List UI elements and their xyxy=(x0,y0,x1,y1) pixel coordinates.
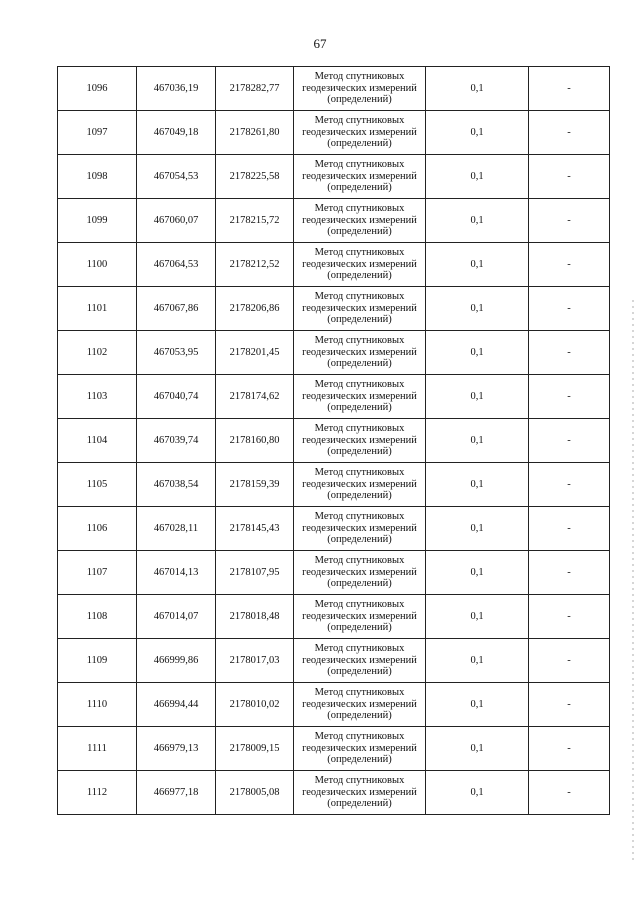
description-cell: - xyxy=(529,683,610,727)
accuracy-cell: 0,1 xyxy=(426,683,529,727)
description-cell: - xyxy=(529,375,610,419)
method-line: геодезических измерений xyxy=(302,434,417,446)
method-line: Метод спутниковых xyxy=(314,731,405,743)
method-line: Метод спутниковых xyxy=(314,511,405,523)
table-row xyxy=(58,375,610,419)
method-line: геодезических измерений xyxy=(302,214,417,226)
coordinates-table-body xyxy=(58,67,610,815)
y-coordinate-cell: 2178225,58 xyxy=(216,155,294,199)
table-row xyxy=(58,639,610,683)
accuracy-cell: 0,1 xyxy=(426,639,529,683)
method-cell xyxy=(294,727,426,771)
y-coordinate-cell: 2178159,39 xyxy=(216,463,294,507)
accuracy-cell: 0,1 xyxy=(426,463,529,507)
method-line: Метод спутниковых xyxy=(314,687,405,699)
description-cell: - xyxy=(529,287,610,331)
method-cell xyxy=(294,419,426,463)
accuracy-cell: 0,1 xyxy=(426,419,529,463)
table-row xyxy=(58,727,610,771)
x-coordinate-cell: 467049,18 xyxy=(137,111,216,155)
method-line: геодезических измерений xyxy=(302,346,417,358)
method-line: (определений) xyxy=(327,182,392,194)
description-cell: - xyxy=(529,419,610,463)
method-line: геодезических измерений xyxy=(302,478,417,490)
table-row xyxy=(58,243,610,287)
method-line: (определений) xyxy=(327,710,392,722)
point-number-cell: 1102 xyxy=(58,331,137,375)
y-coordinate-cell: 2178206,86 xyxy=(216,287,294,331)
point-number-cell: 1101 xyxy=(58,287,137,331)
method-cell xyxy=(294,243,426,287)
accuracy-cell: 0,1 xyxy=(426,507,529,551)
y-coordinate-cell: 2178174,62 xyxy=(216,375,294,419)
y-coordinate-cell: 2178215,72 xyxy=(216,199,294,243)
y-coordinate-cell: 2178201,45 xyxy=(216,331,294,375)
description-cell: - xyxy=(529,551,610,595)
table-row xyxy=(58,155,610,199)
method-line: (определений) xyxy=(327,798,392,810)
method-line: геодезических измерений xyxy=(302,258,417,270)
method-cell xyxy=(294,155,426,199)
method-line: геодезических измерений xyxy=(302,566,417,578)
description-cell: - xyxy=(529,771,610,815)
method-line: геодезических измерений xyxy=(302,610,417,622)
point-number-cell: 1099 xyxy=(58,199,137,243)
description-cell: - xyxy=(529,331,610,375)
description-cell: - xyxy=(529,727,610,771)
method-line: Метод спутниковых xyxy=(314,335,405,347)
point-number-cell: 1108 xyxy=(58,595,137,639)
method-line: Метод спутниковых xyxy=(314,643,405,655)
x-coordinate-cell: 467039,74 xyxy=(137,419,216,463)
accuracy-cell: 0,1 xyxy=(426,199,529,243)
point-number-cell: 1106 xyxy=(58,507,137,551)
x-coordinate-cell: 466979,13 xyxy=(137,727,216,771)
method-line: геодезических измерений xyxy=(302,698,417,710)
description-cell: - xyxy=(529,507,610,551)
x-coordinate-cell: 467064,53 xyxy=(137,243,216,287)
description-cell: - xyxy=(529,463,610,507)
x-coordinate-cell: 466999,86 xyxy=(137,639,216,683)
coordinates-table xyxy=(57,66,610,815)
accuracy-cell: 0,1 xyxy=(426,287,529,331)
x-coordinate-cell: 467053,95 xyxy=(137,331,216,375)
table-row xyxy=(58,463,610,507)
method-line: геодезических измерений xyxy=(302,390,417,402)
method-line: геодезических измерений xyxy=(302,170,417,182)
point-number-cell: 1096 xyxy=(58,67,137,111)
method-line: Метод спутниковых xyxy=(314,71,405,83)
description-cell: - xyxy=(529,155,610,199)
description-cell: - xyxy=(529,595,610,639)
method-line: Метод спутниковых xyxy=(314,555,405,567)
point-number-cell: 1103 xyxy=(58,375,137,419)
method-line: (определений) xyxy=(327,666,392,678)
description-cell: - xyxy=(529,639,610,683)
method-line: (определений) xyxy=(327,402,392,414)
x-coordinate-cell: 467038,54 xyxy=(137,463,216,507)
table-row xyxy=(58,111,610,155)
description-cell: - xyxy=(529,243,610,287)
x-coordinate-cell: 467067,86 xyxy=(137,287,216,331)
point-number-cell: 1109 xyxy=(58,639,137,683)
point-number-cell: 1097 xyxy=(58,111,137,155)
y-coordinate-cell: 2178212,52 xyxy=(216,243,294,287)
point-number-cell: 1098 xyxy=(58,155,137,199)
y-coordinate-cell: 2178160,80 xyxy=(216,419,294,463)
table-row xyxy=(58,419,610,463)
method-line: Метод спутниковых xyxy=(314,247,405,259)
point-number-cell: 1107 xyxy=(58,551,137,595)
y-coordinate-cell: 2178010,02 xyxy=(216,683,294,727)
method-line: (определений) xyxy=(327,754,392,766)
accuracy-cell: 0,1 xyxy=(426,111,529,155)
table-row xyxy=(58,199,610,243)
method-cell xyxy=(294,67,426,111)
table-row xyxy=(58,595,610,639)
method-cell xyxy=(294,463,426,507)
x-coordinate-cell: 466994,44 xyxy=(137,683,216,727)
point-number-cell: 1105 xyxy=(58,463,137,507)
accuracy-cell: 0,1 xyxy=(426,551,529,595)
method-line: Метод спутниковых xyxy=(314,159,405,171)
method-cell xyxy=(294,199,426,243)
y-coordinate-cell: 2178261,80 xyxy=(216,111,294,155)
accuracy-cell: 0,1 xyxy=(426,155,529,199)
method-cell xyxy=(294,551,426,595)
y-coordinate-cell: 2178018,48 xyxy=(216,595,294,639)
accuracy-cell: 0,1 xyxy=(426,243,529,287)
accuracy-cell: 0,1 xyxy=(426,727,529,771)
method-line: (определений) xyxy=(327,490,392,502)
x-coordinate-cell: 467028,11 xyxy=(137,507,216,551)
accuracy-cell: 0,1 xyxy=(426,771,529,815)
y-coordinate-cell: 2178145,43 xyxy=(216,507,294,551)
point-number-cell: 1110 xyxy=(58,683,137,727)
method-line: (определений) xyxy=(327,622,392,634)
point-number-cell: 1104 xyxy=(58,419,137,463)
method-cell xyxy=(294,331,426,375)
point-number-cell: 1100 xyxy=(58,243,137,287)
method-line: геодезических измерений xyxy=(302,302,417,314)
accuracy-cell: 0,1 xyxy=(426,331,529,375)
table-row xyxy=(58,67,610,111)
method-line: геодезических измерений xyxy=(302,126,417,138)
x-coordinate-cell: 467036,19 xyxy=(137,67,216,111)
table-row xyxy=(58,551,610,595)
y-coordinate-cell: 2178005,08 xyxy=(216,771,294,815)
accuracy-cell: 0,1 xyxy=(426,67,529,111)
method-line: Метод спутниковых xyxy=(314,291,405,303)
method-cell xyxy=(294,639,426,683)
table-row xyxy=(58,683,610,727)
method-cell xyxy=(294,375,426,419)
description-cell: - xyxy=(529,111,610,155)
method-cell xyxy=(294,507,426,551)
method-line: Метод спутниковых xyxy=(314,599,405,611)
table-row xyxy=(58,507,610,551)
accuracy-cell: 0,1 xyxy=(426,375,529,419)
method-line: геодезических измерений xyxy=(302,82,417,94)
method-line: Метод спутниковых xyxy=(314,379,405,391)
x-coordinate-cell: 466977,18 xyxy=(137,771,216,815)
method-cell xyxy=(294,287,426,331)
method-line: геодезических измерений xyxy=(302,742,417,754)
table-row xyxy=(58,771,610,815)
description-cell: - xyxy=(529,199,610,243)
method-line: (определений) xyxy=(327,578,392,590)
y-coordinate-cell: 2178009,15 xyxy=(216,727,294,771)
method-line: Метод спутниковых xyxy=(314,115,405,127)
method-line: (определений) xyxy=(327,446,392,458)
method-line: (определений) xyxy=(327,358,392,370)
method-line: (определений) xyxy=(327,94,392,106)
method-cell xyxy=(294,111,426,155)
x-coordinate-cell: 467054,53 xyxy=(137,155,216,199)
x-coordinate-cell: 467014,13 xyxy=(137,551,216,595)
x-coordinate-cell: 467060,07 xyxy=(137,199,216,243)
method-line: (определений) xyxy=(327,138,392,150)
point-number-cell: 1112 xyxy=(58,771,137,815)
y-coordinate-cell: 2178282,77 xyxy=(216,67,294,111)
point-number-cell: 1111 xyxy=(58,727,137,771)
method-line: геодезических измерений xyxy=(302,522,417,534)
x-coordinate-cell: 467040,74 xyxy=(137,375,216,419)
method-line: геодезических измерений xyxy=(302,654,417,666)
method-line: (определений) xyxy=(327,226,392,238)
method-cell xyxy=(294,771,426,815)
method-line: Метод спутниковых xyxy=(314,775,405,787)
table-row xyxy=(58,331,610,375)
method-line: (определений) xyxy=(327,314,392,326)
method-line: (определений) xyxy=(327,534,392,546)
method-line: (определений) xyxy=(327,270,392,282)
method-line: геодезических измерений xyxy=(302,786,417,798)
y-coordinate-cell: 2178107,95 xyxy=(216,551,294,595)
method-line: Метод спутниковых xyxy=(314,467,405,479)
scan-edge-artifact xyxy=(632,300,634,860)
description-cell: - xyxy=(529,67,610,111)
page-number: 67 xyxy=(313,36,327,51)
method-line: Метод спутниковых xyxy=(314,423,405,435)
x-coordinate-cell: 467014,07 xyxy=(137,595,216,639)
table-row xyxy=(58,287,610,331)
method-line: Метод спутниковых xyxy=(314,203,405,215)
accuracy-cell: 0,1 xyxy=(426,595,529,639)
method-cell xyxy=(294,683,426,727)
method-cell xyxy=(294,595,426,639)
y-coordinate-cell: 2178017,03 xyxy=(216,639,294,683)
